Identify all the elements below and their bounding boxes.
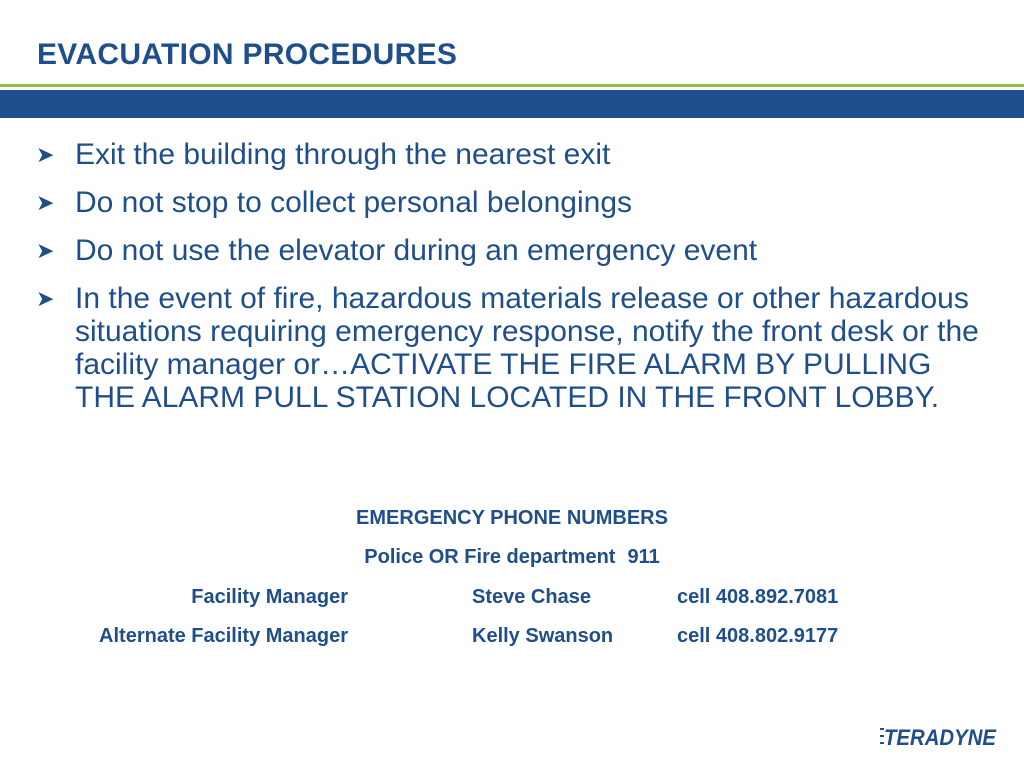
procedure-item (36, 282, 986, 414)
procedure-item (36, 138, 986, 171)
contact-role: Alternate Facility Manager (99, 625, 348, 647)
arrow-bullet-icon: ➤ (36, 286, 55, 311)
emergency-heading: EMERGENCY PHONE NUMBERS (356, 507, 668, 529)
slide-title: EVACUATION PROCEDURES (37, 38, 458, 71)
teradyne-logo (880, 722, 1000, 750)
contact-row (0, 624, 1024, 648)
procedure-text: Do not stop to collect personal belongings (75, 186, 633, 219)
logo-text: TERADYNE (884, 725, 998, 750)
contact-name: Kelly Swanson (472, 625, 614, 647)
procedure-text: Do not use the elevator during an emergency event (75, 234, 758, 267)
procedure-list (36, 138, 986, 414)
procedure-text: In the event of fire, hazardous materials release or other hazardous situations requiring emergency response, notify the front desk or the facility manager or…ACTIVATE THE FIRE ALARM BY PULLING THE ALARM PULL STATION LOCATED IN THE FRONT LOBBY. (75, 282, 979, 414)
procedure-item (36, 186, 986, 219)
contact-phone: cell 408.892.7081 (677, 586, 839, 608)
blue-header-bar (0, 90, 1024, 118)
police-fire-number: 911 (627, 546, 660, 568)
arrow-bullet-icon: ➤ (36, 142, 55, 167)
arrow-bullet-icon: ➤ (36, 238, 55, 263)
contact-row (0, 585, 1024, 609)
contact-phone: cell 408.802.9177 (677, 625, 839, 647)
police-fire-label: Police OR Fire department (364, 546, 616, 568)
police-fire-line (0, 545, 1024, 569)
procedure-item (36, 234, 986, 267)
contact-name: Steve Chase (472, 586, 591, 608)
procedure-text: Exit the building through the nearest exit (75, 138, 611, 171)
green-divider (0, 84, 1024, 87)
arrow-bullet-icon: ➤ (36, 190, 55, 215)
contact-role: Facility Manager (191, 586, 348, 608)
